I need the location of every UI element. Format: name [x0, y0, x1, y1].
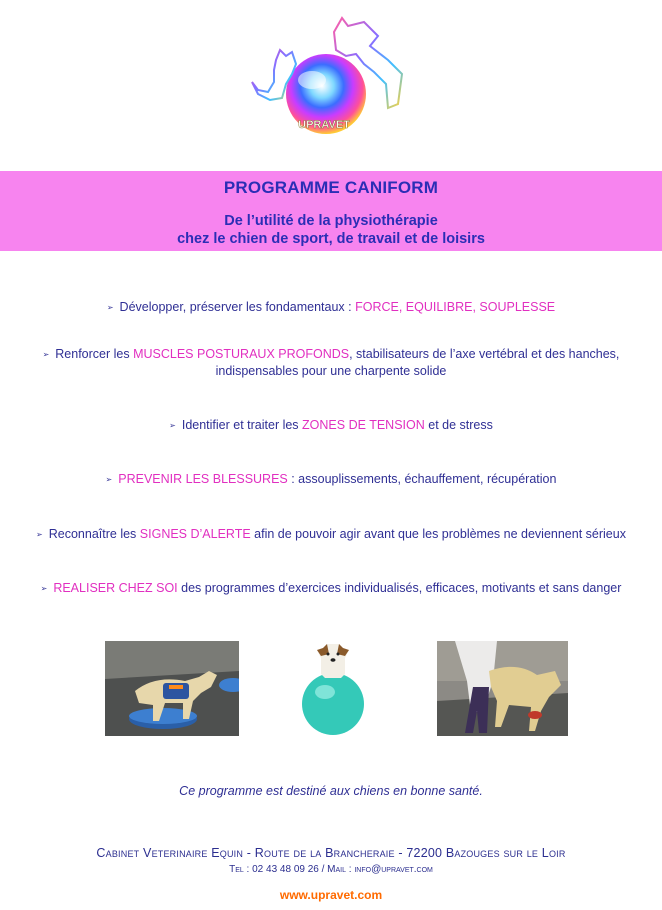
- photo-dog-balance-disc: [105, 641, 239, 736]
- logo-text: UPRAVET: [298, 119, 350, 131]
- website-link[interactable]: www.upravet.com: [279, 888, 383, 902]
- list-item: ➢ PREVENIR LES BLESSURES : assouplissements, échauffement, récupération: [105, 472, 557, 486]
- subtitle-line-2: chez le chien de sport, de travail et de loisirs: [177, 231, 485, 247]
- clinic-contact: Tel : 02 43 48 09 26 / Mail : info@upravet.com: [229, 864, 433, 875]
- arrow-bullet-icon: ➢: [106, 303, 114, 313]
- healthy-dogs-caption: Ce programme est destiné aux chiens en bonne santé.: [179, 784, 483, 798]
- arrow-bullet-icon: ➢: [42, 350, 50, 360]
- subtitle-line-1: De l’utilité de la physiothérapie: [224, 213, 438, 229]
- title-banner: [0, 171, 662, 251]
- arrow-bullet-icon: ➢: [36, 530, 43, 540]
- arrow-bullet-icon: ➢: [169, 421, 176, 431]
- photo-dog-therapist: [437, 641, 568, 736]
- list-item: ➢ REALISER CHEZ SOI des programmes d’exercices individualisés, efficaces, motivants et sans danger: [40, 581, 622, 595]
- clinic-address: Cabinet Veterinaire Equin - Route de la Brancheraie - 72200 Bazouges sur le Loir: [96, 846, 566, 860]
- list-item: ➢ Reconnaître les SIGNES D’ALERTE afin de pouvoir agir avant que les problèmes ne deviennent sérieux: [36, 527, 626, 541]
- arrow-bullet-icon: ➢: [105, 475, 113, 485]
- program-subtitle: [0, 212, 662, 248]
- upravet-logo: [238, 12, 410, 144]
- list-item: ➢ Développer, préserver les fondamentaux : FORCE, EQUILIBRE, SOUPLESSE: [106, 300, 556, 314]
- list-item: ➢ Renforcer les MUSCLES POSTURAUX PROFONDS, stabilisateurs de l’axe vertébral et des hanches, indispensables pour une charpente solide: [42, 347, 620, 379]
- arrow-bullet-icon: ➢: [40, 584, 48, 594]
- program-title: PROGRAMME CANIFORM: [223, 178, 439, 197]
- list-item: ➢ Identifier et traiter les ZONES DE TENSION et de stress: [169, 418, 493, 432]
- photo-dog-exercise-ball: [295, 640, 371, 735]
